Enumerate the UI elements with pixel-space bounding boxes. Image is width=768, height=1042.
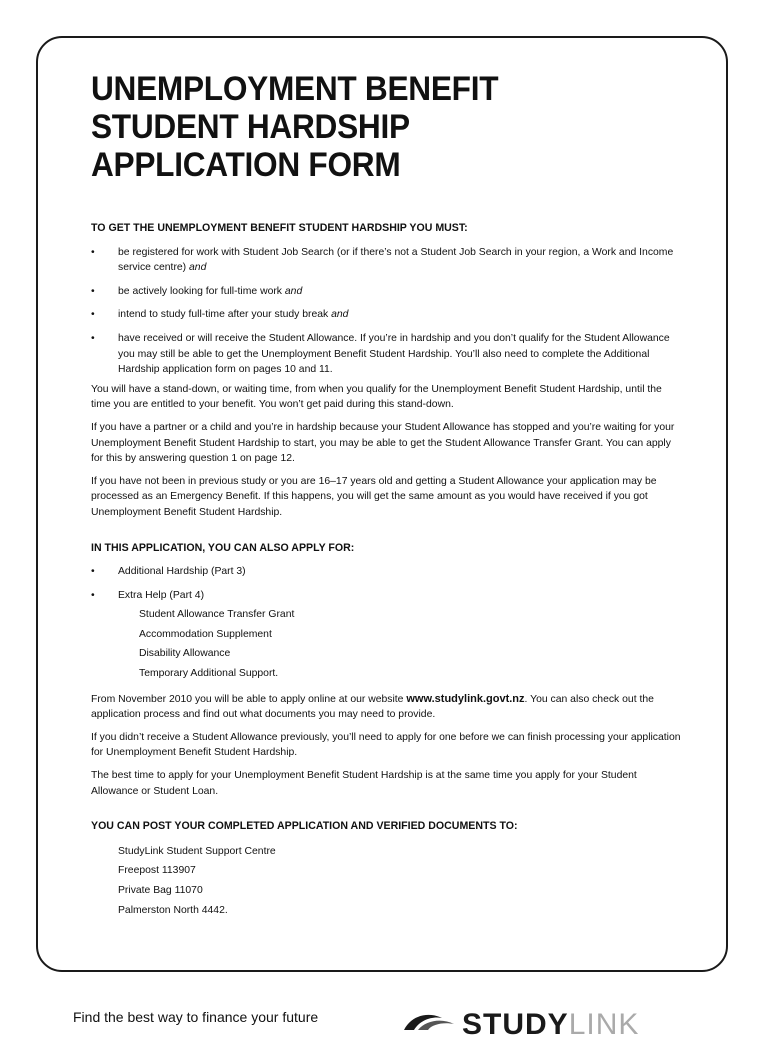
extra-help-subitems (118, 607, 681, 681)
requirement-item: • be actively looking for full-time work and (91, 285, 303, 297)
studylink-logo-text: STUDYLINK (462, 1008, 640, 1041)
address-line: StudyLink Student Support Centre (118, 845, 276, 857)
subitem: Accommodation Supplement (139, 628, 272, 640)
transfer-grant-paragraph: If you have a partner or a child and you’re in hardship because your Student Allowance has stopped and you’re waiting for your Unemployment Benefit Student Hardship to start, you may be able to get the Student Allowance Transfer Grant. You can apply for this by answering question 1 on page 12. (91, 421, 675, 465)
address-line: Private Bag 11070 (118, 885, 203, 896)
also-apply-heading: IN THIS APPLICATION, YOU CAN ALSO APPLY FOR: (91, 541, 355, 554)
also-apply-list (91, 564, 681, 682)
address-line: Palmerston North 4442. (118, 904, 228, 916)
requirements-heading: TO GET THE UNEMPLOYMENT BENEFIT STUDENT HARDSHIP YOU MUST: (91, 222, 468, 234)
postal-address (91, 844, 681, 918)
online-paragraph: From November 2010 you will be able to apply online at our website www.studylink.govt.nz. You can also check out the application process and find out what documents you may need to provide. (91, 692, 654, 721)
subitem: Student Allowance Transfer Grant (139, 609, 295, 621)
title-line-2: STUDENT HARDSHIP (91, 108, 410, 146)
stand-down-paragraph: You will have a stand-down, or waiting time, from when you qualify for the Unemployment Benefit Student Hardship, until the time you are entitled to your benefit. You won’t get paid during this stand-down. (91, 383, 662, 411)
website-link[interactable]: www.studylink.govt.nz (406, 692, 525, 705)
address-line: Freepost 113907 (118, 865, 196, 877)
requirements-list (91, 245, 681, 378)
form-introduction (91, 221, 681, 922)
title-line-1: UNEMPLOYMENT BENEFIT (91, 70, 499, 108)
footer-tagline: Find the best way to finance your future (73, 1009, 319, 1025)
page-title (91, 70, 612, 184)
also-apply-item: • Additional Hardship (Part 3) (91, 566, 246, 578)
also-apply-item: • Extra Help (Part 4) Student Allowance Transfer Grant Accommodation Supplement Disability Allowance Temporary Additional Support. (91, 588, 681, 682)
best-time-paragraph: The best time to apply for your Unemployment Benefit Student Hardship is at the same time you apply for your Student Allowance or Student Loan. (91, 770, 637, 797)
subitem: Temporary Additional Support. (139, 668, 279, 680)
previous-allowance-paragraph: If you didn’t receive a Student Allowance previously, you’ll need to apply for one before we can finish processing your application for Unemployment Benefit Student Hardship. (91, 731, 681, 759)
post-heading: YOU CAN POST YOUR COMPLETED APPLICATION AND VERIFIED DOCUMENTS TO: (91, 820, 518, 833)
title-line-3: APPLICATION FORM (91, 146, 401, 184)
emergency-benefit-paragraph: If you have not been in previous study or you are 16–17 years old and getting a Student Allowance your application may be processed as an Emergency Benefit. If this happens, you will get the same amount as you would have received if you got Unemployment Benefit Student Hardship. (91, 475, 657, 518)
requirement-item: • be registered for work with Student Job Search (or if there’s not a Student Job Search in your region, a Work and Income service centre) and (91, 246, 674, 274)
requirement-item: • intend to study full-time after your study break and (91, 309, 349, 321)
studylink-logo-icon (402, 1010, 456, 1032)
subitem: Disability Allowance (139, 648, 231, 660)
requirement-item: • have received or will receive the Student Allowance. If you’re in hardship and you don’t qualify for the Student Allowance you may still be able to get the Unemployment Benefit Student Hardship. You’ll also need to complete the Additional Hardship application form on pages 10 and 11. (91, 332, 670, 376)
